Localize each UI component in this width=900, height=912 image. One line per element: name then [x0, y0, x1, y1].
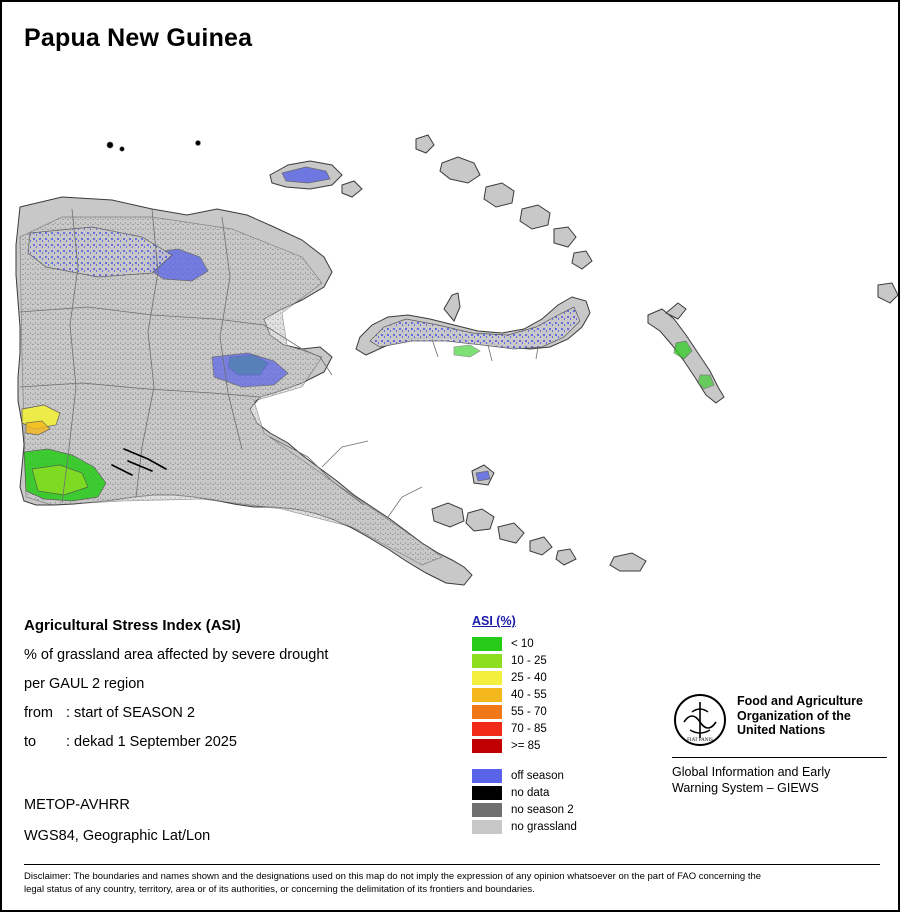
- legend-label-lt10: < 10: [511, 637, 534, 650]
- legend-item: [472, 767, 672, 784]
- fao-logo-icon: [672, 692, 728, 748]
- legend-swatch-off-season: [472, 769, 502, 783]
- legend-swatch-70-85: [472, 722, 502, 736]
- fao-name-line-2: Organization of the: [737, 708, 851, 723]
- legend-item: [472, 801, 672, 818]
- giews-label: [672, 765, 887, 796]
- legend-label-55-70: 55 - 70: [511, 705, 547, 718]
- disclaimer-text: Disclaimer: The boundaries and names shown and the designations used on this map do not imply the expression of any opinion whatsoever on the part of FAO concerning the legal status of any country, territory, area or of its authorities, or concerning the delimitation of its frontiers and boundaries.: [24, 871, 762, 895]
- asi-legend-title: ASI (%): [472, 614, 516, 628]
- sensor-name: METOP-AVHRR: [24, 797, 130, 813]
- to-label: to: [24, 734, 37, 750]
- giews-line-2: Warning System – GIEWS: [672, 780, 819, 795]
- legend-item: [472, 686, 672, 703]
- legend-period-from: [24, 705, 454, 721]
- legend-heading: Agricultural Stress Index (ASI): [24, 617, 241, 634]
- page-title: Papua New Guinea: [24, 24, 253, 52]
- fao-name: [737, 692, 863, 738]
- legend-label-no-data: no data: [511, 786, 550, 799]
- from-label: from: [24, 705, 53, 721]
- legend-item: [472, 703, 672, 720]
- map-legend-text: [24, 617, 454, 763]
- legend-label-40-55: 40 - 55: [511, 688, 547, 701]
- legend-item: [472, 635, 672, 652]
- legend-item: [472, 737, 672, 754]
- from-value: : start of SEASON 2: [66, 705, 195, 721]
- legend-item: [472, 818, 672, 835]
- legend-description-2: per GAUL 2 region: [24, 676, 145, 692]
- map-graphic: [2, 57, 898, 602]
- legend-label-no-grassland: no grassland: [511, 820, 577, 833]
- fao-name-line-1: Food and Agriculture: [737, 694, 863, 708]
- legend-swatch-no-data: [472, 786, 502, 800]
- legend-item: [472, 720, 672, 737]
- legend-swatch-55-70: [472, 705, 502, 719]
- legend-item: [472, 669, 672, 686]
- to-value: : dekad 1 September 2025: [66, 734, 237, 750]
- sensor-info: [24, 797, 454, 859]
- legend-swatch-40-55: [472, 688, 502, 702]
- map-canvas[interactable]: [2, 57, 898, 602]
- legend-label-off-season: off season: [511, 769, 564, 782]
- legend-swatch-gte85: [472, 739, 502, 753]
- legend-swatch-no-grassland: [472, 820, 502, 834]
- legend-swatch-25-40: [472, 671, 502, 685]
- disclaimer-divider: [24, 864, 880, 865]
- legend-label-no-season-2: no season 2: [511, 803, 574, 816]
- legend-swatch-lt10: [472, 637, 502, 651]
- legend-label-gte85: >= 85: [511, 739, 541, 752]
- giews-line-1: Global Information and Early: [672, 765, 831, 779]
- legend-spacer: [472, 754, 672, 767]
- projection-info: WGS84, Geographic Lat/Lon: [24, 828, 211, 844]
- fao-identity: [672, 692, 887, 748]
- legend-label-10-25: 10 - 25: [511, 654, 547, 667]
- legend-item: [472, 784, 672, 801]
- legend-item: [472, 652, 672, 669]
- legend-label-25-40: 25 - 40: [511, 671, 547, 684]
- legend-description-1: % of grassland area affected by severe drought: [24, 647, 329, 663]
- legend-swatch-10-25: [472, 654, 502, 668]
- fao-branding: [672, 692, 887, 796]
- asi-legend: [472, 614, 672, 835]
- legend-swatch-no-season-2: [472, 803, 502, 817]
- fao-divider: [672, 757, 887, 758]
- fao-name-line-3: United Nations: [737, 723, 826, 737]
- legend-period-to: [24, 734, 454, 750]
- legend-label-70-85: 70 - 85: [511, 722, 547, 735]
- svg-text:FIAT PANIS: FIAT PANIS: [687, 738, 713, 743]
